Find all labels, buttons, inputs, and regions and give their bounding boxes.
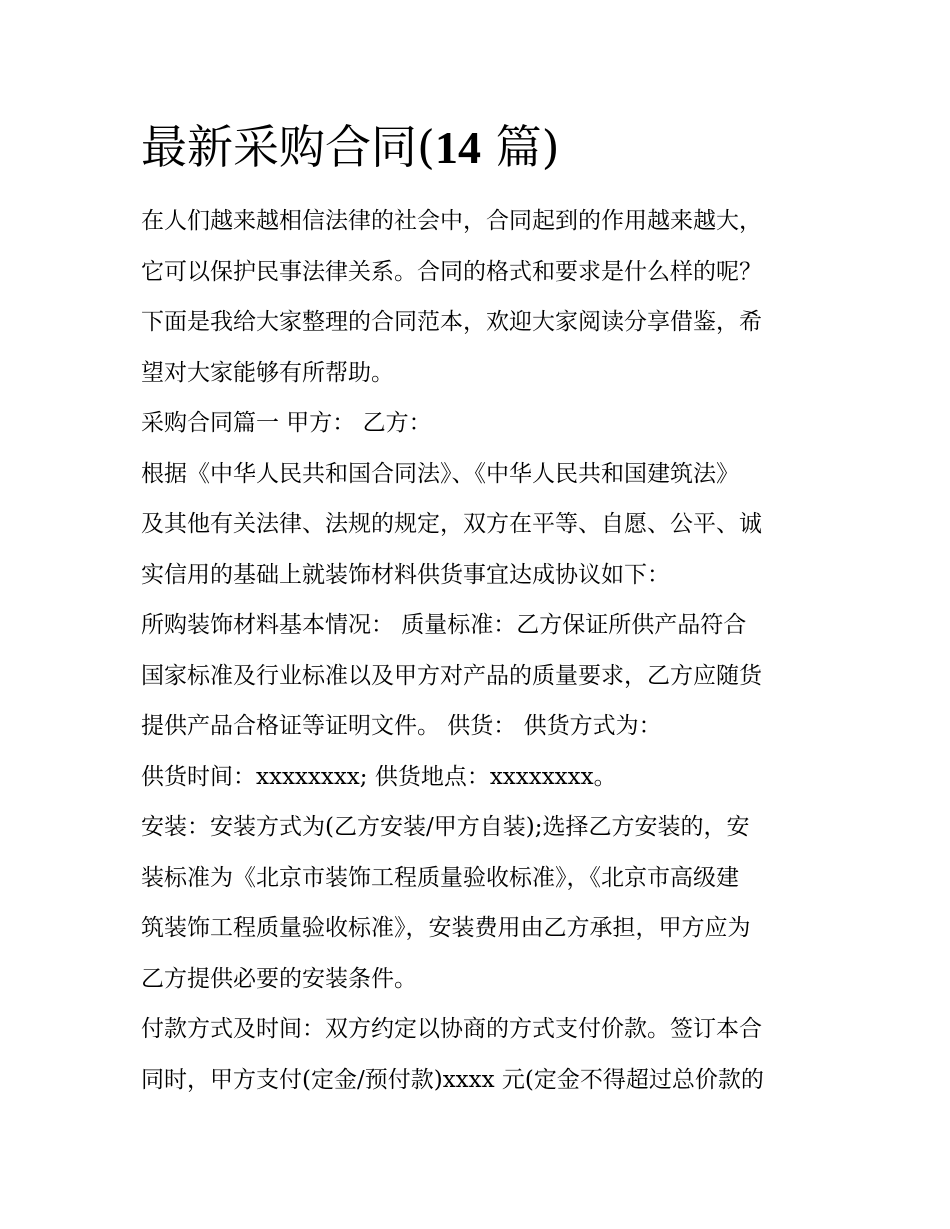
- document-body: [141, 196, 821, 1105]
- text-line: 乙方提供必要的安装条件。: [141, 965, 417, 992]
- title-end: 篇): [480, 120, 560, 174]
- text-line: 装标准为《北京市装饰工程质量验收标准》，《北京市高级建: [141, 864, 739, 891]
- paragraph-intro: [141, 196, 821, 398]
- text-line: 根据《中华人民共和国合同法》、《中华人民共和国建筑法》: [141, 460, 739, 487]
- text-line: 望对大家能够有所帮助。: [141, 359, 394, 386]
- text-line: 实信用的基础上就装饰材料供货事宜达成协议如下：: [141, 561, 670, 588]
- text-line: 提供产品合格证等证明文件。 供货： 供货方式为：: [141, 713, 662, 739]
- title-main: 最新采购合同(: [141, 120, 435, 174]
- paragraph-legal-basis: [141, 449, 821, 601]
- paragraph-parties: [141, 398, 821, 449]
- text-line: 付款方式及时间：双方约定以协商的方式支付价款。签订本合: [141, 1016, 762, 1042]
- text-line: 在人们越来越相信法律的社会中，合同起到的作用越来越大，: [141, 208, 762, 234]
- document-title: [141, 112, 560, 183]
- paragraph-quality: [141, 600, 821, 752]
- paragraph-payment: [141, 1004, 821, 1105]
- text-line: 采购合同篇一 甲方： 乙方：: [141, 410, 432, 436]
- text-line: 它可以保护民事法律关系。合同的格式和要求是什么样的呢？: [141, 258, 762, 285]
- text-line: 及其他有关法律、法规的规定，双方在平等、自愿、公平、诚: [141, 511, 762, 537]
- title-number: 14: [434, 122, 481, 173]
- text-line: 所购装饰材料基本情况： 质量标准：乙方保证所供产品符合: [141, 612, 747, 638]
- text-line: 筑装饰工程质量验收标准》，安装费用由乙方承担，甲方应为: [141, 915, 751, 941]
- text-line: 国家标准及行业标准以及甲方对产品的质量要求，乙方应随货: [141, 662, 762, 689]
- text-line: 同时，甲方支付(定金/预付款)xxxx 元(定金不得超过总价款的: [141, 1066, 764, 1093]
- paragraph-supply-time: [141, 752, 821, 803]
- paragraph-installation: [141, 802, 821, 1004]
- text-line: 下面是我给大家整理的合同范本，欢迎大家阅读分享借鉴，希: [141, 309, 762, 335]
- text-line: 供货时间：xxxxxxxx; 供货地点：xxxxxxxx。: [141, 763, 617, 790]
- text-line: 安装：安装方式为(乙方安装/甲方自装);选择乙方安装的，安: [141, 814, 750, 840]
